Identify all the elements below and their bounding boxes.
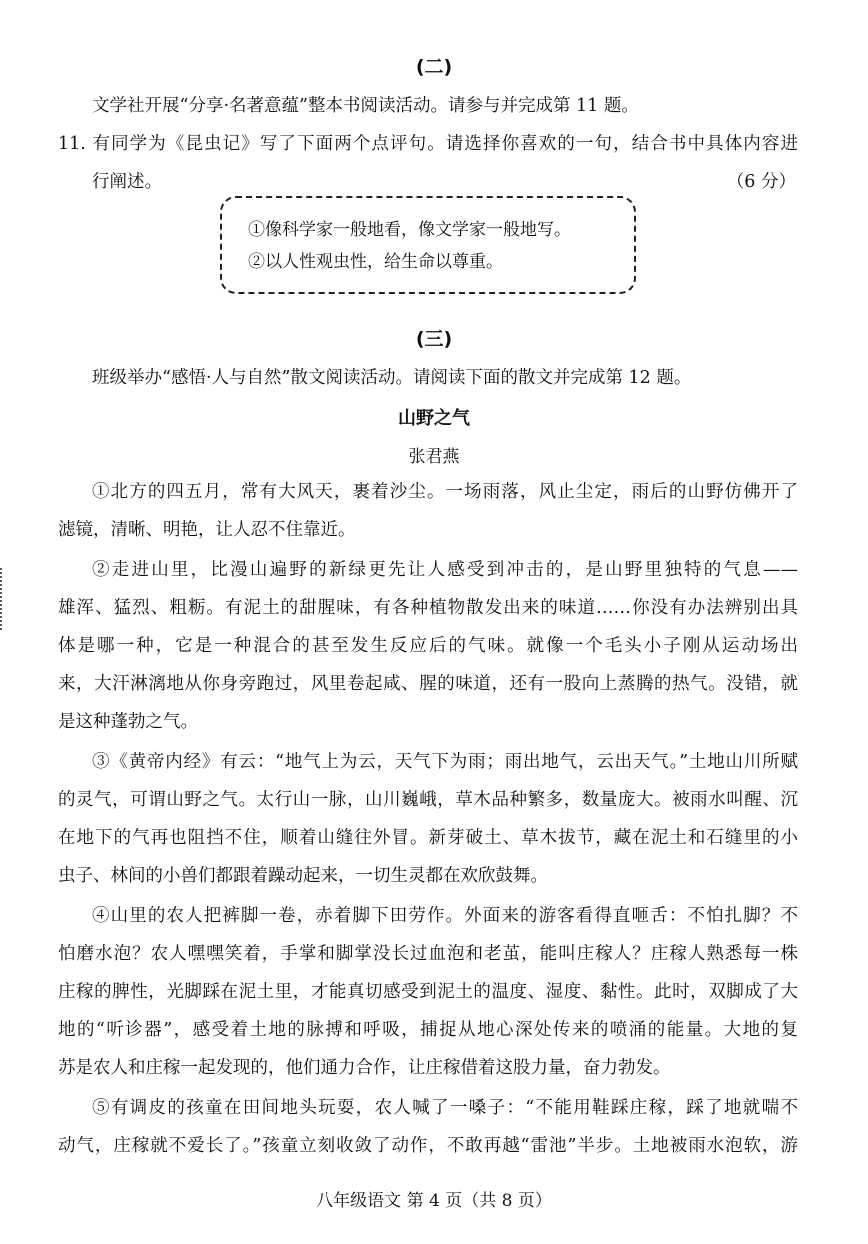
paragraph-3-line-1: ③《黄帝内经》有云：“地气上为云，天气下为雨；雨出地气，云出天气。”土地山川所赋 (92, 752, 798, 772)
essay-author: 张君燕 (408, 447, 460, 467)
paragraph-2-line-1: ②走进山里，比漫山遍野的新绿更先让人感受到冲击的，是山野里独特的气息—— (92, 560, 798, 580)
paragraph-2-line-2: 雄浑、猛烈、粗粝。有泥土的甜腥味，有各种植物散发出来的味道……你没有办法辨别出具 (58, 598, 798, 618)
paragraph-1-line-1: ①北方的四五月，常有大风天，裹着沙尘。一场雨落，风止尘定，雨后的山野仿佛开了 (92, 482, 798, 502)
paragraph-4-line-3: 庄稼的脾性，光脚踩在泥土里，才能真切感受到泥土的温度、湿度、黏性。此时，双脚成了大 (58, 982, 798, 1002)
paragraph-3-line-4: 虫子、林间的小兽们都跟着躁动起来，一切生灵都在欢欣鼓舞。 (58, 866, 548, 886)
section-2-intro: 文学社开展“分享·名著意蕴”整本书阅读活动。请参与并完成第 11 题。 (92, 96, 639, 116)
section-2-heading: (二) (415, 56, 453, 78)
page-footer: 八年级语文 第 4 页（共 8 页） (316, 1191, 552, 1211)
binding-margin-mark (0, 568, 8, 630)
paragraph-5-line-1: ⑤有调皮的孩童在田间地头玩耍，农人喊了一嗓子：“不能用鞋踩庄稼，踩了地就喘不 (92, 1098, 798, 1118)
question-11-line1: 11. 有同学为《昆虫记》写了下面两个点评句。请选择你喜欢的一句，结合书中具体内容进 (58, 134, 798, 154)
paragraph-4-line-5: 苏是农人和庄稼一起发现的，他们通力合作，让庄稼借着这股力量，奋力勃发。 (58, 1058, 671, 1078)
section-3-intro: 班级举办“感悟·人与自然”散文阅读活动。请阅读下面的散文并完成第 12 题。 (92, 368, 692, 388)
paragraph-1-line-2: 滤镜，清晰、明艳，让人忍不住靠近。 (58, 520, 356, 540)
section-3-heading: (三) (415, 328, 453, 350)
paragraph-3-line-3: 在地下的气再也阻挡不住，顺着山缝往外冒。新芽破土、草木拔节，藏在泥土和石缝里的小 (58, 828, 798, 848)
paragraph-4-line-1: ④山里的农人把裤脚一卷，赤着脚下田劳作。外面来的游客看得直咂舌：不怕扎脚？不 (92, 906, 798, 926)
quote-2: ②以人性观虫性，给生命以尊重。 (248, 252, 503, 272)
paragraph-3-line-2: 的灵气，可谓山野之气。太行山一脉，山川巍峨，草木品种繁多，数量庞大。被雨水叫醒、沉 (58, 790, 798, 810)
question-11-points: （6 分） (726, 172, 796, 192)
quotes-box (220, 196, 636, 294)
essay-title: 山野之气 (398, 408, 470, 429)
paragraph-2-line-3: 体是哪一种，它是一种混合的甚至发生反应后的气味。就像一个毛头小子刚从运动场出 (58, 636, 798, 656)
paragraph-2-line-4: 来，大汗淋漓地从你身旁跑过，风里卷起咸、腥的味道，还有一股向上蒸腾的热气。没错，就 (58, 674, 798, 694)
question-11-line2: 行阐述。 (92, 172, 162, 192)
paragraph-4-line-2: 怕磨水泡？农人嘿嘿笑着，手掌和脚掌没长过血泡和老茧，能叫庄稼人？庄稼人熟悉每一株 (58, 944, 798, 964)
paragraph-2-line-5: 是这种蓬勃之气。 (58, 712, 198, 732)
paragraph-4-line-4: 地的“听诊器”，感受着土地的脉搏和呼吸，捕捉从地心深处传来的喷涌的能量。大地的复 (58, 1020, 798, 1040)
paragraph-5-line-2: 动气，庄稼就不爱长了。”孩童立刻收敛了动作，不敢再越“雷池”半步。土地被雨水泡软，游 (58, 1136, 798, 1156)
quote-1: ①像科学家一般地看，像文学家一般地写。 (248, 220, 571, 240)
